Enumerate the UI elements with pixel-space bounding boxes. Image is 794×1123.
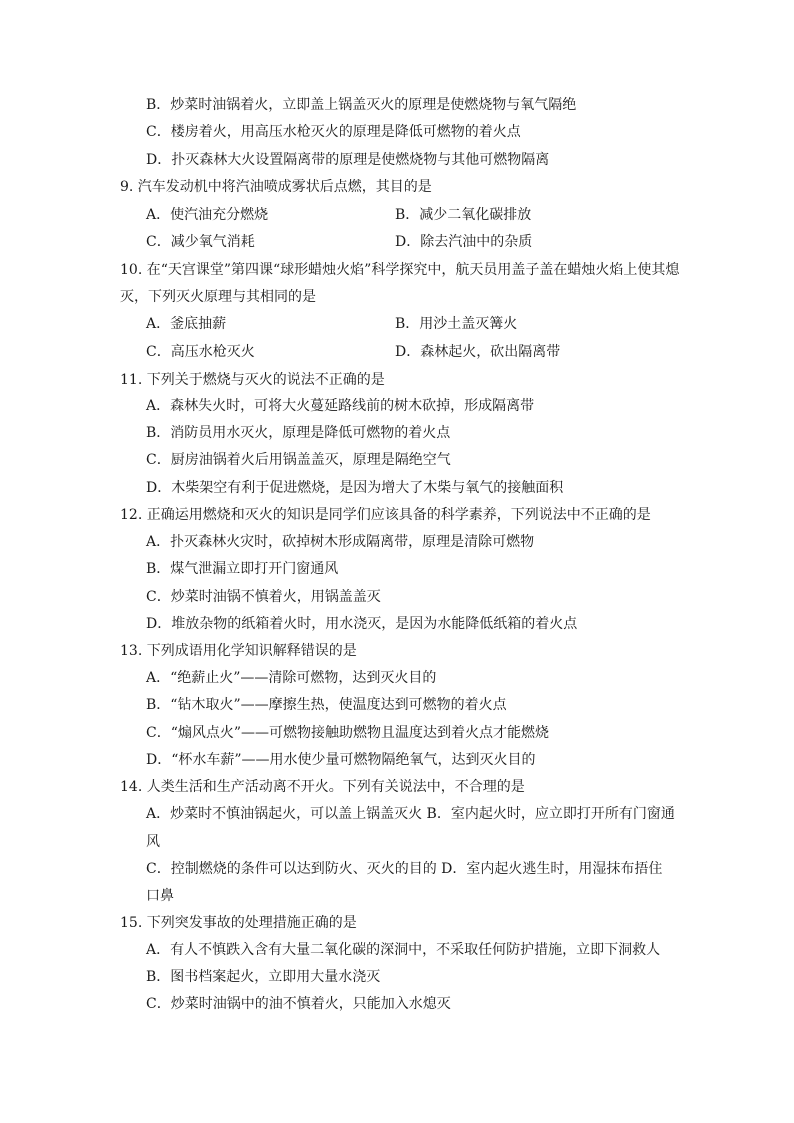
q8-option-c: C．楼房着火，用高压水枪灭火的原理是降低可燃物的着火点 xyxy=(146,124,521,140)
q13-option-a: A．“绝薪止火”——清除可燃物，达到灭火目的 xyxy=(146,670,437,686)
q9-option-a: A．使汽油充分燃烧 xyxy=(146,207,269,223)
q10-stem: 10. 在“天宫课堂”第四课“球形蜡烛火焰”科学探究中，航天员用盖子盖在蜡烛火焰上使其熄 xyxy=(120,262,680,278)
q15-option-c: C．炒菜时油锅中的油不慎着火，只能加入水熄灭 xyxy=(146,996,451,1012)
q11-option-b: B．消防员用水灭火，原理是降低可燃物的着火点 xyxy=(146,425,451,441)
q13-option-d: D．“杯水车薪”——用水使少量可燃物隔绝氧气，达到灭火目的 xyxy=(146,752,536,768)
q14-stem: 14. 人类生活和生产活动离不开火。下列有关说法中，不合理的是 xyxy=(120,779,525,795)
q9-stem: 9. 汽车发动机中将汽油喷成雾状后点燃，其目的是 xyxy=(120,179,432,195)
q14-option-cd-cont: 口鼻 xyxy=(146,888,174,904)
q11-option-c: C．厨房油锅着火后用锅盖盖灭，原理是隔绝空气 xyxy=(146,452,451,468)
q8-option-d: D．扑灭森林大火设置隔离带的原理是使燃烧物与其他可燃物隔离 xyxy=(146,152,550,168)
q11-stem: 11. 下列关于燃烧与灭火的说法不正确的是 xyxy=(120,372,385,388)
q14-option-cd: C．控制燃烧的条件可以达到防火、灭火的目的 D．室内起火逃生时，用湿抹布捂住 xyxy=(146,861,663,877)
q12-stem: 12. 正确运用燃烧和灭火的知识是同学们应该具备的科学素养，下列说法中不正确的是 xyxy=(120,507,651,523)
q10-stem-cont: 灭，下列灭火原理与其相同的是 xyxy=(120,289,316,305)
q12-option-d: D．堆放杂物的纸箱着火时，用水浇灭，是因为水能降低纸箱的着火点 xyxy=(146,616,578,632)
q10-option-b: B．用沙土盖灭篝火 xyxy=(395,316,518,332)
q11-option-a: A．森林失火时，可将大火蔓延路线前的树木砍掉，形成隔离带 xyxy=(146,398,535,414)
q13-stem: 13. 下列成语用化学知识解释错误的是 xyxy=(120,643,357,659)
q10-option-d: D．森林起火，砍出隔离带 xyxy=(395,344,561,360)
q14-option-ab: A．炒菜时不慎油锅起火，可以盖上锅盖灭火 B．室内起火时，应立即打开所有门窗通 xyxy=(146,806,675,822)
q13-option-b: B．“钻木取火”——摩擦生热，使温度达到可燃物的着火点 xyxy=(146,697,507,713)
q15-stem: 15. 下列突发事故的处理措施正确的是 xyxy=(120,915,357,931)
q9-option-d: D．除去汽油中的杂质 xyxy=(395,234,533,250)
q12-option-b: B．煤气泄漏立即打开门窗通风 xyxy=(146,561,339,577)
q11-option-d: D．木柴架空有利于促进燃烧，是因为增大了木柴与氧气的接触面积 xyxy=(146,480,564,496)
q13-option-c: C．“煽风点火”——可燃物接触助燃物且温度达到着火点才能燃烧 xyxy=(146,725,550,741)
q12-option-a: A．扑灭森林火灾时，砍掉树木形成隔离带，原理是清除可燃物 xyxy=(146,534,535,550)
q15-option-a: A．有人不慎跌入含有大量二氧化碳的深洞中，不采取任何防护措施，立即下洞救人 xyxy=(146,942,661,958)
q14-option-ab-cont: 风 xyxy=(146,834,160,850)
q12-option-c: C．炒菜时油锅不慎着火，用锅盖盖灭 xyxy=(146,589,381,605)
q9-option-c: C．减少氧气消耗 xyxy=(146,234,255,250)
q8-option-b: B．炒菜时油锅着火，立即盖上锅盖灭火的原理是使燃烧物与氧气隔绝 xyxy=(146,97,577,113)
q10-option-a: A．釜底抽薪 xyxy=(146,316,227,332)
q15-option-b: B．图书档案起火，立即用大量水浇灭 xyxy=(146,969,381,985)
q10-option-c: C．高压水枪灭火 xyxy=(146,344,255,360)
q9-option-b: B．减少二氧化碳排放 xyxy=(395,207,532,223)
